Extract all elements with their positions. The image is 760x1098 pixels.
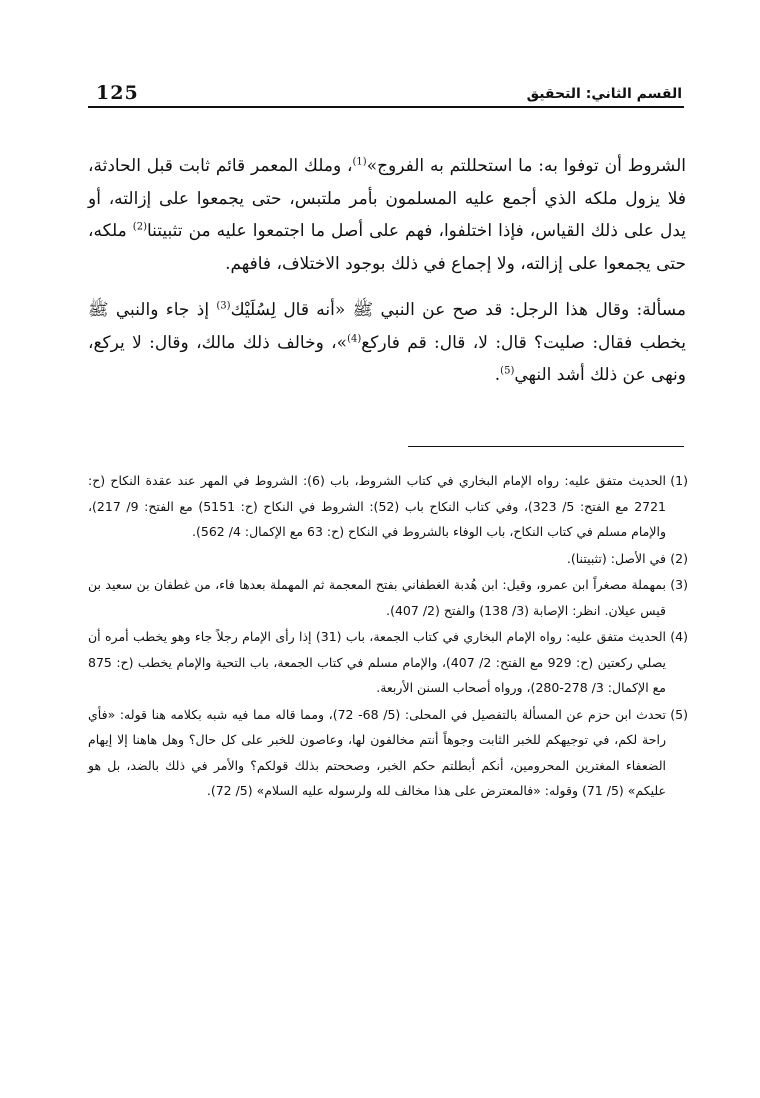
paragraph-2-part-d: . [494, 365, 501, 385]
running-title: القسم الثاني: التحقيق [526, 86, 682, 102]
footnote-text: الحديث متفق عليه: رواه الإمام البخاري في كتاب الشروط، باب (6): الشروط في المهر عند عقدة النكاح (ح: 2721 مع الفتح: 5/ 323)، وفي كتاب النكاح باب (52): الشروط في النكاح (ح: 5151) مع الفتح: 9/ 217)، والإمام مسلم في كتاب النكاح، باب الوفاء بالشروط في النكاح (ح: 63 مع الإكمال: 4/ 562). [88, 473, 666, 539]
footnote-ref-2: (2) [132, 221, 147, 233]
footnote [88, 572, 688, 623]
footnote-number: (5) [670, 706, 688, 722]
footnote [88, 624, 688, 701]
paragraph-1-part-c: ملكه، حتى يجمعوا على إزالته، ولا إجماع في ذلك بوجود الاختلاف، فافهم. [88, 221, 686, 274]
header-rule [88, 106, 684, 108]
paragraph-2-part-c: »، وخالف ذلك مالك، وقال: لا يركع، ونهى عن ذلك أشد النهي [88, 332, 686, 385]
footnote-number: (4) [670, 629, 688, 644]
footnote-ref-1: (1) [352, 156, 367, 168]
page-number: 125 [96, 82, 139, 104]
footnote [88, 546, 688, 572]
page-header [88, 82, 684, 106]
footnote-number: (2) [670, 550, 688, 566]
footnote-ref-3: (3) [216, 300, 231, 312]
footnote-ref-5: (5) [500, 365, 515, 377]
paragraph-2-part-b: إذ جاء والنبي ﷺ يخطب فقال: صليت؟ قال: لا، قال: قم فاركع [88, 300, 686, 353]
footnotes [88, 468, 688, 805]
footnote-separator [408, 446, 684, 447]
main-text [88, 150, 686, 392]
paragraph-1-part-a: الشروط أن توفوا به: ما استحللتم به الفروج» [366, 156, 686, 176]
footnote-number: (3) [670, 577, 688, 592]
footnote [88, 702, 688, 804]
footnote-ref-4: (4) [347, 332, 362, 344]
paragraph-2-part-a: مسألة: وقال هذا الرجل: قد صح عن النبي ﷺ «أنه قال لِسُلَيْك [230, 300, 686, 320]
footnote-text: بمهملة مصغراً ابن عمرو، وقيل: ابن هُدبة الغطفاني بفتح المعجمة ثم المهملة بعدها فاء، من غطفان بن سعيد بن قيس عيلان. انظر: الإصابة (3/ 138) والفتح (2/ 407). [88, 577, 666, 618]
paragraph-2 [88, 294, 686, 392]
footnote-number: (1) [670, 473, 688, 488]
footnote-text: في الأصل: (تثبيتنا). [566, 550, 666, 566]
footnote-text: تحدث ابن حزم عن المسألة بالتفصيل في المحلى: (5/ 68- 72)، ومما قاله مما فيه شبه بكلامه هنا قوله: «فأي راحة لكم، في توجيهكم للخبر الثابت وجوهاً أنتم مخالفون لها، وعاصون للخبر على كل حال؟ وهل هاهنا إلا إيهام الضعفاء المغترين المحرومين، أنكم أبطلتم حكم الخبر، وصححتم بذلك قولكم؟ والأمر في ذلك بالضد، بل هو عليكم» (5/ 71) وقوله: «فالمعترض على هذا مخالف لله ولرسوله عليه السلام» (5/ 72). [88, 706, 667, 798]
footnote-text: الحديث متفق عليه: رواه الإمام البخاري في كتاب الجمعة، باب (31) إذا رأى الإمام رجلاً جاء وهو يخطب أمره أن يصلي ركعتين (ح: 929 مع الفتح: 2/ 407)، والإمام مسلم في كتاب الجمعة، باب التحية والإمام يخطب (ح: 875 مع الإكمال: 3/ 278-280)، ورواه أصحاب السنن الأربعة. [88, 629, 667, 695]
footnote [88, 468, 688, 545]
paragraph-1 [88, 150, 686, 280]
paragraph-1-part-b: ، وملك المعمر قائم ثابت قبل الحادثة، فلا يزول ملكه الذي أجمع عليه المسلمون بأمر ملتبس، حتى يجمعوا على إزالته، أو يدل على ذلك القياس، فإذا اختلفوا، فهم على أصل ما اجتمعوا عليه من تثبيتنا [88, 156, 686, 241]
